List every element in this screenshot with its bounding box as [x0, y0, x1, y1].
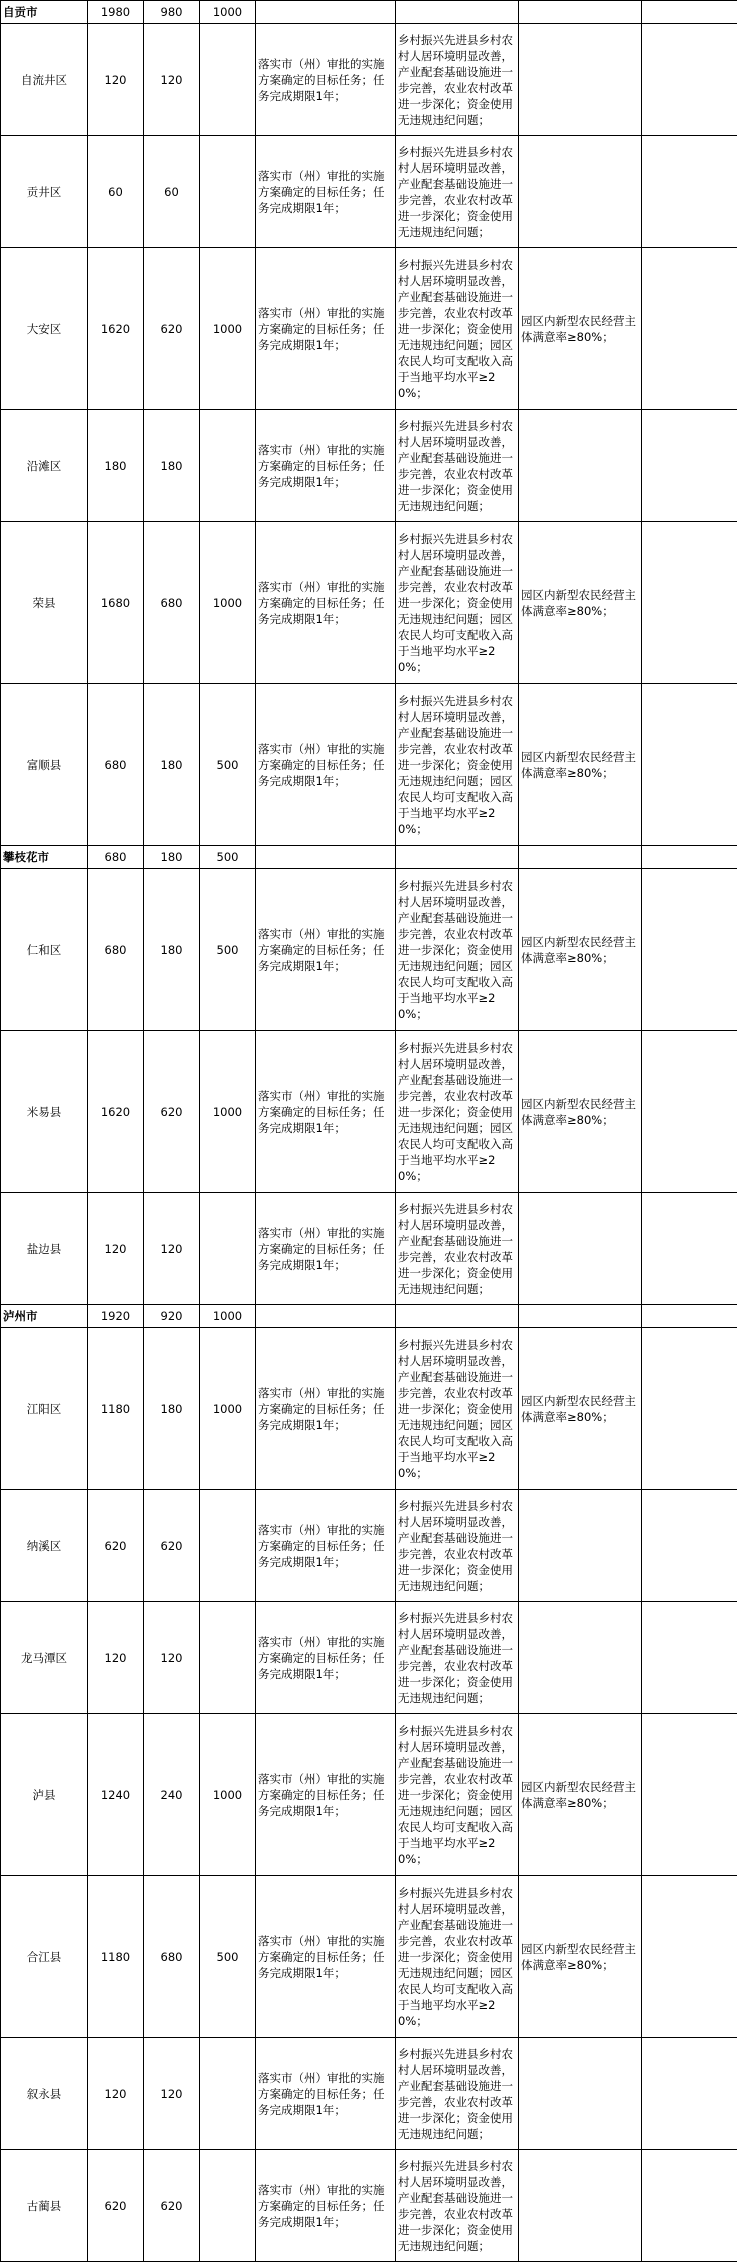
goal-cell: 乡村振兴先进县乡村农村人居环境明显改善，产业配套基础设施进一步完善，农业农村改革进一步深化；资金使用无违规违纪问题； — [396, 2038, 519, 2150]
satisfaction-cell — [519, 846, 642, 869]
task-cell — [256, 1305, 396, 1328]
note-cell — [642, 1305, 737, 1328]
task-cell: 落实市（州）审批的实施方案确定的目标任务；任务完成期限1年； — [256, 1193, 396, 1305]
note-cell — [642, 1714, 737, 1876]
amount-a-cell: 180 — [144, 869, 200, 1031]
amount-b-cell: 500 — [200, 846, 256, 869]
amount-b-cell: 1000 — [200, 1714, 256, 1876]
amount-a-cell: 180 — [144, 410, 200, 522]
amount-a-cell: 620 — [144, 2150, 200, 2262]
total-cell: 680 — [88, 684, 144, 846]
total-cell: 1980 — [88, 1, 144, 24]
note-cell — [642, 248, 737, 410]
note-cell — [642, 1602, 737, 1714]
amount-b-cell: 1000 — [200, 248, 256, 410]
satisfaction-cell — [519, 410, 642, 522]
city-row — [1, 846, 737, 869]
county-name: 古蔺县 — [1, 2150, 88, 2262]
note-cell — [642, 24, 737, 136]
total-cell: 1680 — [88, 522, 144, 684]
amount-b-cell — [200, 1193, 256, 1305]
task-cell: 落实市（州）审批的实施方案确定的目标任务；任务完成期限1年； — [256, 1714, 396, 1876]
note-cell — [642, 684, 737, 846]
county-row — [1, 869, 737, 1031]
total-cell: 1180 — [88, 1876, 144, 2038]
amount-b-cell: 1000 — [200, 522, 256, 684]
task-cell: 落实市（州）审批的实施方案确定的目标任务；任务完成期限1年； — [256, 1602, 396, 1714]
note-cell — [642, 410, 737, 522]
goal-cell: 乡村振兴先进县乡村农村人居环境明显改善，产业配套基础设施进一步完善，农业农村改革进一步深化；资金使用无违规违纪问题；园区农民人均可支配收入高于当地平均水平≥20%； — [396, 869, 519, 1031]
goal-cell: 乡村振兴先进县乡村农村人居环境明显改善，产业配套基础设施进一步完善，农业农村改革进一步深化；资金使用无违规违纪问题；园区农民人均可支配收入高于当地平均水平≥20%； — [396, 1876, 519, 2038]
task-cell: 落实市（州）审批的实施方案确定的目标任务；任务完成期限1年； — [256, 2038, 396, 2150]
task-cell: 落实市（州）审批的实施方案确定的目标任务；任务完成期限1年； — [256, 1328, 396, 1490]
satisfaction-cell: 园区内新型农民经营主体满意率≥80%； — [519, 869, 642, 1031]
county-name: 纳溪区 — [1, 1490, 88, 1602]
amount-a-cell: 180 — [144, 846, 200, 869]
amount-b-cell: 1000 — [200, 1305, 256, 1328]
amount-a-cell: 980 — [144, 1, 200, 24]
total-cell: 1620 — [88, 248, 144, 410]
total-cell: 120 — [88, 1193, 144, 1305]
amount-a-cell: 180 — [144, 684, 200, 846]
total-cell: 120 — [88, 1602, 144, 1714]
amount-a-cell: 620 — [144, 1490, 200, 1602]
county-name: 合江县 — [1, 1876, 88, 2038]
total-cell: 620 — [88, 1490, 144, 1602]
amount-b-cell: 1000 — [200, 1328, 256, 1490]
city-name: 自贡市 — [1, 1, 88, 24]
amount-b-cell: 1000 — [200, 1, 256, 24]
amount-b-cell — [200, 1602, 256, 1714]
goal-cell: 乡村振兴先进县乡村农村人居环境明显改善，产业配套基础设施进一步完善，农业农村改革进一步深化；资金使用无违规违纪问题；园区农民人均可支配收入高于当地平均水平≥20%； — [396, 248, 519, 410]
satisfaction-cell: 园区内新型农民经营主体满意率≥80%； — [519, 1714, 642, 1876]
note-cell — [642, 136, 737, 248]
satisfaction-cell — [519, 2150, 642, 2262]
county-row — [1, 1193, 737, 1305]
task-cell: 落实市（州）审批的实施方案确定的目标任务；任务完成期限1年； — [256, 24, 396, 136]
satisfaction-cell — [519, 136, 642, 248]
amount-b-cell: 1000 — [200, 1031, 256, 1193]
total-cell: 680 — [88, 869, 144, 1031]
county-row — [1, 522, 737, 684]
note-cell — [642, 2150, 737, 2262]
task-cell: 落实市（州）审批的实施方案确定的目标任务；任务完成期限1年； — [256, 410, 396, 522]
satisfaction-cell — [519, 1193, 642, 1305]
county-name: 荣县 — [1, 522, 88, 684]
satisfaction-cell — [519, 1490, 642, 1602]
total-cell: 1920 — [88, 1305, 144, 1328]
amount-a-cell: 680 — [144, 1876, 200, 2038]
county-row — [1, 1602, 737, 1714]
task-cell: 落实市（州）审批的实施方案确定的目标任务；任务完成期限1年； — [256, 522, 396, 684]
goal-cell: 乡村振兴先进县乡村农村人居环境明显改善，产业配套基础设施进一步完善，农业农村改革进一步深化；资金使用无违规违纪问题；园区农民人均可支配收入高于当地平均水平≥20%； — [396, 1714, 519, 1876]
total-cell: 1180 — [88, 1328, 144, 1490]
note-cell — [642, 1876, 737, 2038]
goal-cell: 乡村振兴先进县乡村农村人居环境明显改善，产业配套基础设施进一步完善，农业农村改革进一步深化；资金使用无违规违纪问题；园区农民人均可支配收入高于当地平均水平≥20%； — [396, 684, 519, 846]
county-row — [1, 1876, 737, 2038]
county-row — [1, 2150, 737, 2262]
satisfaction-cell: 园区内新型农民经营主体满意率≥80%； — [519, 684, 642, 846]
amount-b-cell: 500 — [200, 684, 256, 846]
goal-cell: 乡村振兴先进县乡村农村人居环境明显改善，产业配套基础设施进一步完善，农业农村改革进一步深化；资金使用无违规违纪问题； — [396, 24, 519, 136]
city-row — [1, 1305, 737, 1328]
task-cell: 落实市（州）审批的实施方案确定的目标任务；任务完成期限1年； — [256, 1876, 396, 2038]
amount-a-cell: 120 — [144, 1602, 200, 1714]
amount-b-cell: 500 — [200, 869, 256, 1031]
goal-cell: 乡村振兴先进县乡村农村人居环境明显改善，产业配套基础设施进一步完善，农业农村改革进一步深化；资金使用无违规违纪问题；园区农民人均可支配收入高于当地平均水平≥20%； — [396, 522, 519, 684]
total-cell: 1620 — [88, 1031, 144, 1193]
goal-cell — [396, 1305, 519, 1328]
county-row — [1, 1714, 737, 1876]
amount-a-cell: 120 — [144, 2038, 200, 2150]
task-cell: 落实市（州）审批的实施方案确定的目标任务；任务完成期限1年； — [256, 248, 396, 410]
city-row — [1, 1, 737, 24]
task-cell: 落实市（州）审批的实施方案确定的目标任务；任务完成期限1年； — [256, 1031, 396, 1193]
amount-b-cell — [200, 2038, 256, 2150]
note-cell — [642, 1, 737, 24]
satisfaction-cell — [519, 1305, 642, 1328]
county-name: 叙永县 — [1, 2038, 88, 2150]
amount-a-cell: 120 — [144, 1193, 200, 1305]
amount-a-cell: 60 — [144, 136, 200, 248]
note-cell — [642, 1031, 737, 1193]
satisfaction-cell: 园区内新型农民经营主体满意率≥80%； — [519, 522, 642, 684]
total-cell: 60 — [88, 136, 144, 248]
county-row — [1, 248, 737, 410]
amount-b-cell: 500 — [200, 1876, 256, 2038]
goal-cell: 乡村振兴先进县乡村农村人居环境明显改善，产业配套基础设施进一步完善，农业农村改革进一步深化；资金使用无违规违纪问题； — [396, 1602, 519, 1714]
amount-b-cell — [200, 24, 256, 136]
county-row — [1, 410, 737, 522]
goal-cell — [396, 846, 519, 869]
note-cell — [642, 2038, 737, 2150]
amount-a-cell: 680 — [144, 522, 200, 684]
county-name: 大安区 — [1, 248, 88, 410]
task-cell: 落实市（州）审批的实施方案确定的目标任务；任务完成期限1年； — [256, 2150, 396, 2262]
task-cell: 落实市（州）审批的实施方案确定的目标任务；任务完成期限1年； — [256, 136, 396, 248]
county-row — [1, 684, 737, 846]
total-cell: 120 — [88, 24, 144, 136]
satisfaction-cell — [519, 1, 642, 24]
goal-cell — [396, 1, 519, 24]
note-cell — [642, 869, 737, 1031]
satisfaction-cell: 园区内新型农民经营主体满意率≥80%； — [519, 248, 642, 410]
task-cell: 落实市（州）审批的实施方案确定的目标任务；任务完成期限1年； — [256, 869, 396, 1031]
county-row — [1, 136, 737, 248]
county-name: 米易县 — [1, 1031, 88, 1193]
amount-b-cell — [200, 136, 256, 248]
amount-a-cell: 180 — [144, 1328, 200, 1490]
total-cell: 680 — [88, 846, 144, 869]
satisfaction-cell: 园区内新型农民经营主体满意率≥80%； — [519, 1328, 642, 1490]
satisfaction-cell: 园区内新型农民经营主体满意率≥80%； — [519, 1031, 642, 1193]
note-cell — [642, 846, 737, 869]
amount-a-cell: 620 — [144, 1031, 200, 1193]
note-cell — [642, 1490, 737, 1602]
note-cell — [642, 522, 737, 684]
goal-cell: 乡村振兴先进县乡村农村人居环境明显改善，产业配套基础设施进一步完善，农业农村改革进一步深化；资金使用无违规违纪问题；园区农民人均可支配收入高于当地平均水平≥20%； — [396, 1031, 519, 1193]
goal-cell: 乡村振兴先进县乡村农村人居环境明显改善，产业配套基础设施进一步完善，农业农村改革进一步深化；资金使用无违规违纪问题； — [396, 136, 519, 248]
amount-a-cell: 620 — [144, 248, 200, 410]
note-cell — [642, 1193, 737, 1305]
amount-a-cell: 920 — [144, 1305, 200, 1328]
amount-a-cell: 120 — [144, 24, 200, 136]
goal-cell: 乡村振兴先进县乡村农村人居环境明显改善，产业配套基础设施进一步完善，农业农村改革进一步深化；资金使用无违规违纪问题； — [396, 2150, 519, 2262]
county-name: 盐边县 — [1, 1193, 88, 1305]
goal-cell: 乡村振兴先进县乡村农村人居环境明显改善，产业配套基础设施进一步完善，农业农村改革进一步深化；资金使用无违规违纪问题；园区农民人均可支配收入高于当地平均水平≥20%； — [396, 1328, 519, 1490]
amount-b-cell — [200, 2150, 256, 2262]
task-cell — [256, 1, 396, 24]
table-body — [1, 1, 737, 2262]
satisfaction-cell — [519, 1602, 642, 1714]
county-row — [1, 1031, 737, 1193]
satisfaction-cell — [519, 24, 642, 136]
county-row — [1, 24, 737, 136]
amount-b-cell — [200, 1490, 256, 1602]
county-name: 江阳区 — [1, 1328, 88, 1490]
goal-cell: 乡村振兴先进县乡村农村人居环境明显改善，产业配套基础设施进一步完善，农业农村改革进一步深化；资金使用无违规违纪问题； — [396, 410, 519, 522]
satisfaction-cell — [519, 2038, 642, 2150]
total-cell: 120 — [88, 2038, 144, 2150]
total-cell: 620 — [88, 2150, 144, 2262]
amount-a-cell: 240 — [144, 1714, 200, 1876]
city-name: 攀枝花市 — [1, 846, 88, 869]
county-name: 泸县 — [1, 1714, 88, 1876]
county-row — [1, 2038, 737, 2150]
county-name: 富顺县 — [1, 684, 88, 846]
goal-cell: 乡村振兴先进县乡村农村人居环境明显改善，产业配套基础设施进一步完善，农业农村改革进一步深化；资金使用无违规违纪问题； — [396, 1490, 519, 1602]
total-cell: 180 — [88, 410, 144, 522]
amount-b-cell — [200, 410, 256, 522]
task-cell: 落实市（州）审批的实施方案确定的目标任务；任务完成期限1年； — [256, 684, 396, 846]
task-cell: 落实市（州）审批的实施方案确定的目标任务；任务完成期限1年； — [256, 1490, 396, 1602]
note-cell — [642, 1328, 737, 1490]
county-name: 沿滩区 — [1, 410, 88, 522]
satisfaction-cell: 园区内新型农民经营主体满意率≥80%； — [519, 1876, 642, 2038]
total-cell: 1240 — [88, 1714, 144, 1876]
city-name: 泸州市 — [1, 1305, 88, 1328]
county-name: 龙马潭区 — [1, 1602, 88, 1714]
county-name: 贡井区 — [1, 136, 88, 248]
goal-cell: 乡村振兴先进县乡村农村人居环境明显改善，产业配套基础设施进一步完善，农业农村改革进一步深化；资金使用无违规违纪问题； — [396, 1193, 519, 1305]
county-row — [1, 1490, 737, 1602]
county-row — [1, 1328, 737, 1490]
county-name: 仁和区 — [1, 869, 88, 1031]
county-name: 自流井区 — [1, 24, 88, 136]
task-cell — [256, 846, 396, 869]
